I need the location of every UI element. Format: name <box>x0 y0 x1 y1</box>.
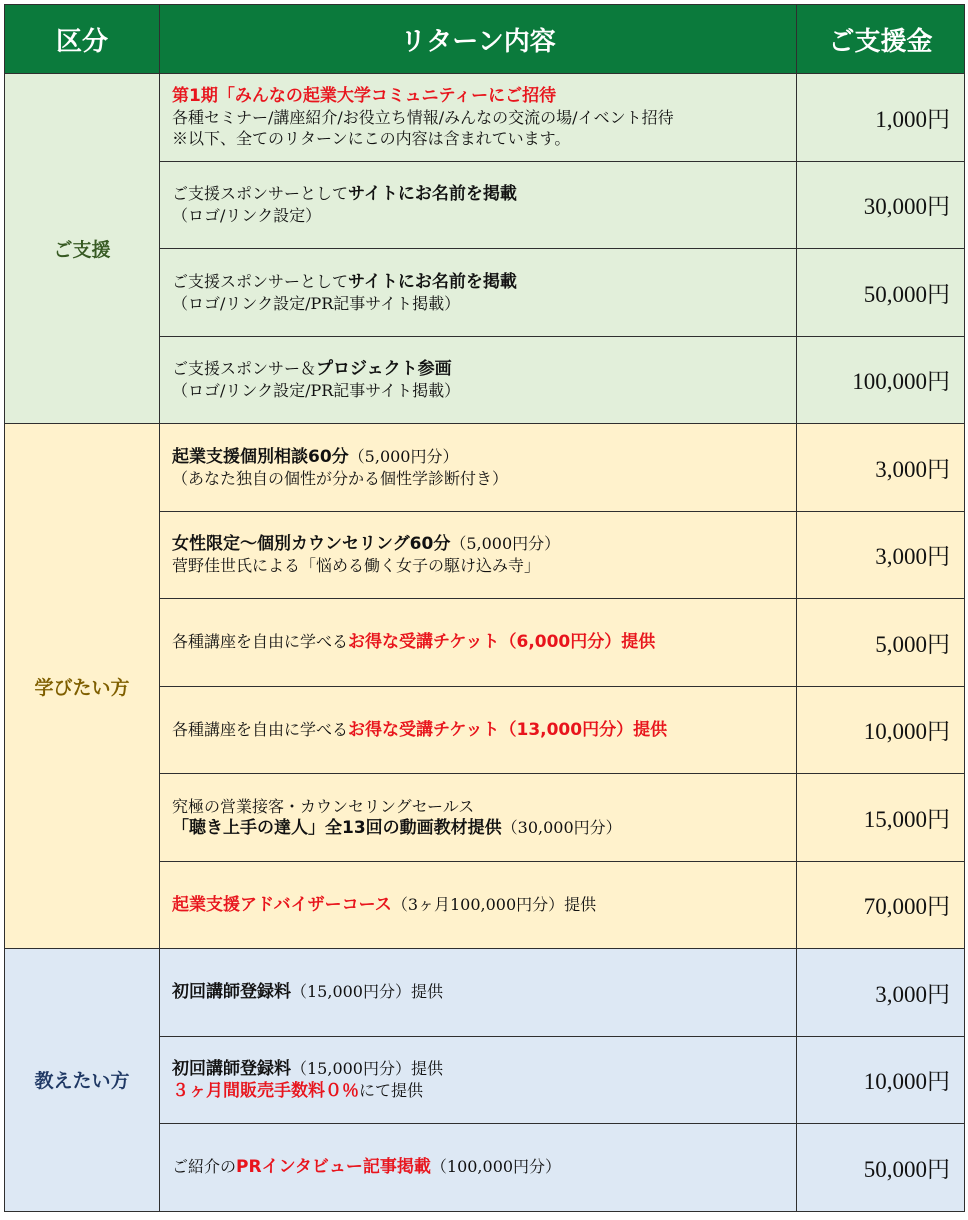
support-amount: 100,000円 <box>797 336 965 424</box>
emphasis-text: サイトにお名前を掲載 <box>348 271 517 292</box>
content-line <box>172 183 784 205</box>
highlight-text: お得な受講チケット（6,000円分）提供 <box>348 632 656 653</box>
support-amount: 15,000円 <box>797 774 965 862</box>
emphasis-text: 「聴き上手の達人」全13回の動画教材提供 <box>172 817 502 838</box>
return-row <box>5 949 965 1037</box>
support-amount: 3,000円 <box>797 511 965 599</box>
body-text: 各種講座を自由に学べる <box>172 632 349 652</box>
body-text: （3ヶ月100,000円分）提供 <box>391 894 597 914</box>
emphasis-text: 起業支援個別相談60分 <box>172 446 349 467</box>
highlight-text: お得な受講チケット（13,000円分）提供 <box>348 719 668 740</box>
content-line <box>172 1156 784 1178</box>
body-text: （ロゴ/リンク設定/PR記事サイト掲載） <box>172 381 461 401</box>
content-line <box>172 894 784 916</box>
emphasis-text: 初回講師登録料 <box>172 1058 291 1079</box>
content-line <box>172 533 784 555</box>
content-line <box>172 205 784 226</box>
return-content <box>160 774 797 862</box>
body-text: （ロゴ/リンク設定） <box>172 206 322 226</box>
support-amount: 10,000円 <box>797 1036 965 1124</box>
content-line <box>172 817 784 839</box>
support-amount: 1,000円 <box>797 74 965 162</box>
support-amount: 50,000円 <box>797 1124 965 1212</box>
body-text: （100,000円分） <box>430 1157 562 1177</box>
returns-table <box>4 4 965 1212</box>
return-content <box>160 686 797 774</box>
return-content <box>160 336 797 424</box>
content-line <box>172 293 784 314</box>
section-want-to-learn-label: 学びたい方 <box>5 424 160 949</box>
return-content <box>160 249 797 337</box>
section-want-to-teach-label: 教えたい方 <box>5 949 160 1212</box>
content-line <box>172 446 784 468</box>
return-content <box>160 74 797 162</box>
body-text: 究極の営業接客・カウンセリングセールス <box>172 796 475 816</box>
emphasis-text: サイトにお名前を掲載 <box>348 184 517 205</box>
content-line <box>172 981 784 1003</box>
support-amount: 30,000円 <box>797 161 965 249</box>
return-row <box>5 74 965 162</box>
return-content <box>160 1124 797 1212</box>
content-line <box>172 555 784 576</box>
body-text: （ロゴ/リンク設定/PR記事サイト掲載） <box>172 293 461 313</box>
body-text: にて提供 <box>359 1080 424 1100</box>
header-return-content: リターン内容 <box>160 5 797 74</box>
content-line <box>172 271 784 293</box>
content-line <box>172 1080 784 1102</box>
return-content <box>160 511 797 599</box>
emphasis-text: プロジェクト参画 <box>316 359 452 380</box>
content-line <box>172 631 784 653</box>
body-text: （15,000円分）提供 <box>291 982 443 1002</box>
return-content <box>160 949 797 1037</box>
body-text: （30,000円分） <box>501 817 622 837</box>
body-text: （5,000円分） <box>348 446 459 466</box>
content-line <box>172 796 784 817</box>
body-text: ※以下、全てのリターンにこの内容は含まれています。 <box>172 129 571 149</box>
highlight-text: ３ヶ月間販売手数料０％ <box>172 1080 359 1101</box>
content-line <box>172 468 784 489</box>
support-amount: 3,000円 <box>797 424 965 512</box>
header-category: 区分 <box>5 5 160 74</box>
content-line <box>172 358 784 380</box>
return-content <box>160 599 797 687</box>
return-content <box>160 861 797 949</box>
body-text: ご支援スポンサーとして <box>172 184 349 204</box>
content-line <box>172 380 784 401</box>
content-line <box>172 719 784 741</box>
support-amount: 70,000円 <box>797 861 965 949</box>
body-text: （あなた独自の個性が分かる個性学診断付き） <box>172 468 509 488</box>
body-text: 各種講座を自由に学べる <box>172 719 349 739</box>
return-content <box>160 1036 797 1124</box>
body-text: 菅野佳世氏による「悩める働く女子の駆け込み寺」 <box>172 556 541 576</box>
body-text: （15,000円分）提供 <box>291 1058 443 1078</box>
content-line <box>172 85 784 107</box>
content-line <box>172 107 784 128</box>
body-text: ご紹介の <box>172 1157 237 1177</box>
support-amount: 3,000円 <box>797 949 965 1037</box>
body-text: ご支援スポンサー＆ <box>172 359 317 379</box>
emphasis-text: 初回講師登録料 <box>172 982 291 1003</box>
support-amount: 5,000円 <box>797 599 965 687</box>
return-content <box>160 424 797 512</box>
support-amount: 50,000円 <box>797 249 965 337</box>
body-text: 各種セミナー/講座紹介/お役立ち情報/みんなの交流の場/イベント招待 <box>172 108 674 128</box>
return-row <box>5 424 965 512</box>
support-amount: 10,000円 <box>797 686 965 774</box>
return-content <box>160 161 797 249</box>
header-support-amount: ご支援金 <box>797 5 965 74</box>
highlight-text: 起業支援アドバイザーコース <box>172 894 392 915</box>
highlight-text: 第1期「みんなの起業大学コミュニティーにご招待 <box>172 86 557 107</box>
content-line <box>172 1058 784 1080</box>
content-line <box>172 128 784 149</box>
header-row <box>5 5 965 74</box>
body-text: （5,000円分） <box>450 534 561 554</box>
emphasis-text: 女性限定～個別カウンセリング60分 <box>172 534 451 555</box>
highlight-text: PRインタビュー記事掲載 <box>236 1157 431 1178</box>
section-support-label: ご支援 <box>5 74 160 424</box>
body-text: ご支援スポンサーとして <box>172 271 349 291</box>
